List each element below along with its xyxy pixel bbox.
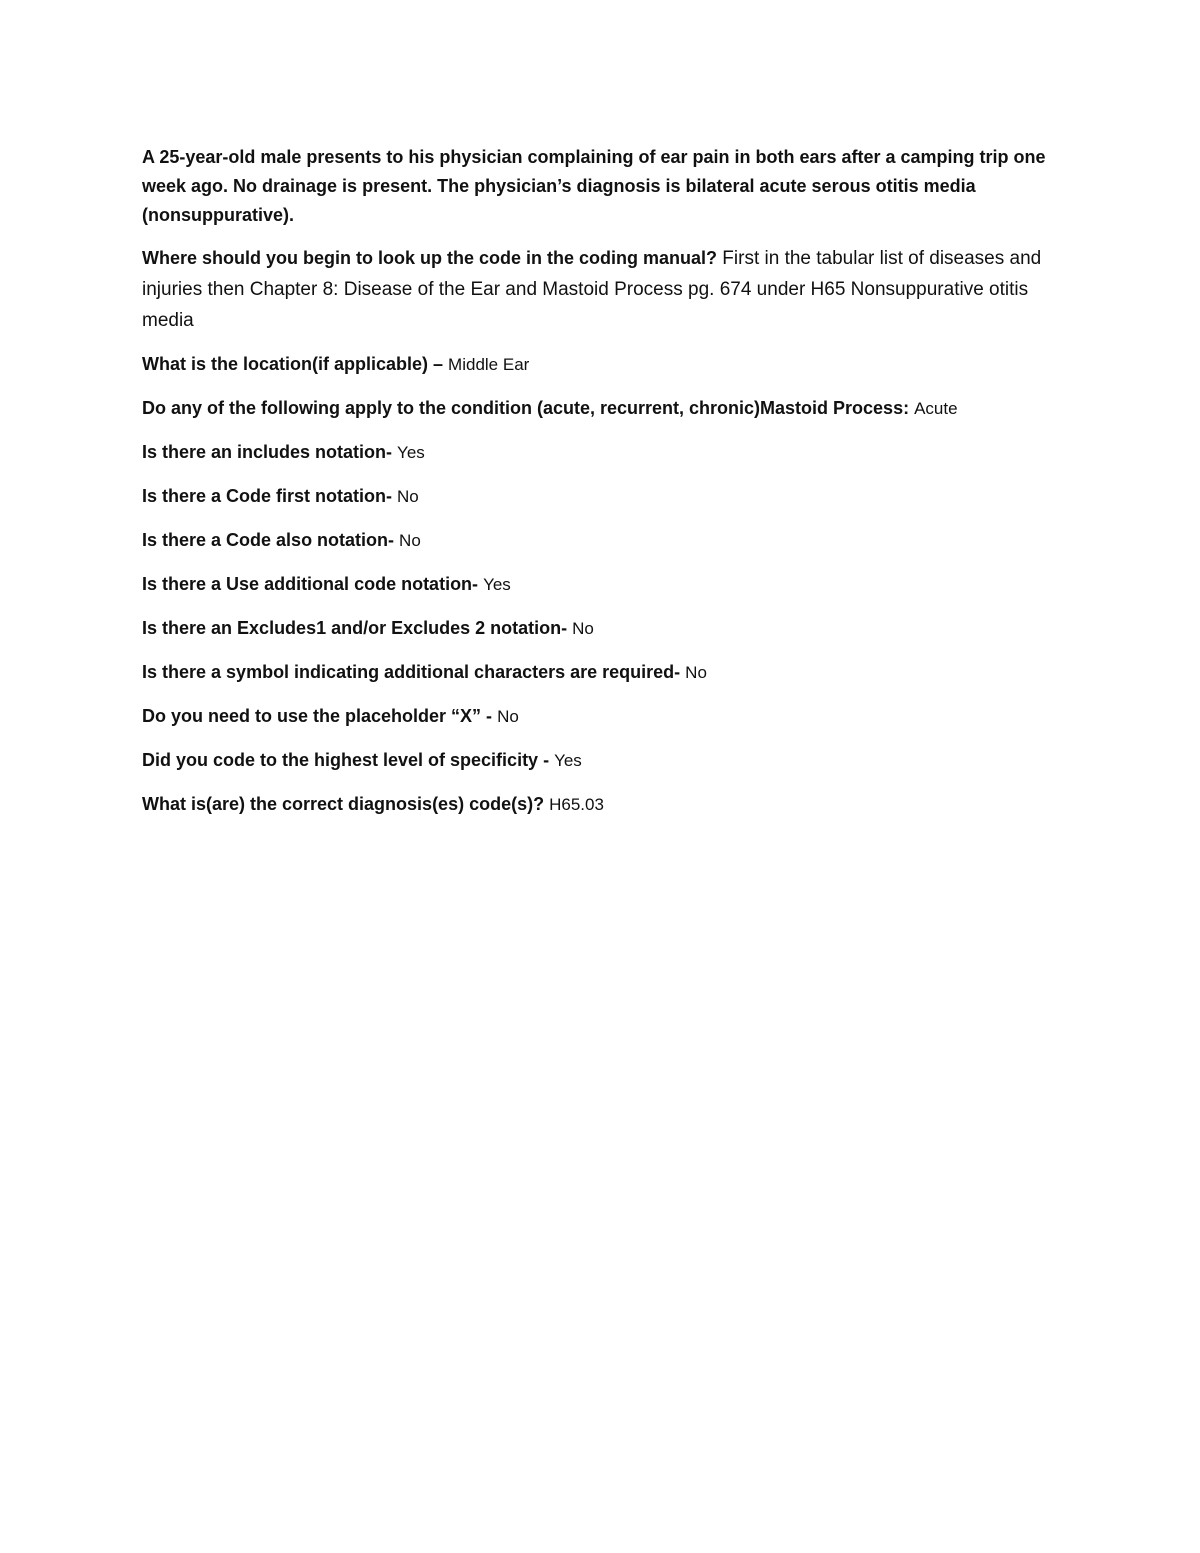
question-text: Is there an Excludes1 and/or Excludes 2 notation-: [142, 618, 573, 638]
question-text: Is there an includes notation-: [142, 442, 398, 462]
qa-item-placeholder: [142, 701, 1067, 732]
question-text: Is there a Use additional code notation-: [142, 574, 484, 594]
question-text: Do any of the following apply to the condition (acute, recurrent, chronic)Mastoid Process:: [142, 398, 915, 418]
case-scenario: A 25-year-old male presents to his physician complaining of ear pain in both ears after a camping trip one week ago. No drainage is present. The physician’s diagnosis is bilateral acute serous otitis media (nonsuppurative).: [142, 147, 1046, 225]
answer-text: H65.03: [549, 795, 604, 814]
qa-item-diagnosis-code: [142, 789, 1067, 820]
answer-text: Middle Ear: [448, 355, 530, 374]
answer-text: No: [497, 707, 519, 726]
question-text: Did you code to the highest level of specificity -: [142, 750, 555, 770]
qa-item-includes: [142, 437, 1067, 468]
answer-text: No: [399, 531, 421, 550]
question-text: Do you need to use the placeholder “X” -: [142, 706, 498, 726]
question-text: Where should you begin to look up the code in the coding manual?: [142, 248, 718, 268]
question-text: What is the location(if applicable) –: [142, 354, 449, 374]
question-text: Is there a Code first notation-: [142, 486, 398, 506]
answer-text: Yes: [554, 751, 582, 770]
qa-item-location: [142, 349, 1067, 380]
answer-text: No: [685, 663, 707, 682]
answer-text: Yes: [483, 575, 511, 594]
answer-text: No: [572, 619, 594, 638]
answer-text: Yes: [397, 443, 425, 462]
qa-item-additional-characters: [142, 657, 1067, 688]
qa-item-condition: [142, 393, 1067, 424]
qa-item-use-additional: [142, 569, 1067, 600]
question-text: Is there a symbol indicating additional characters are required-: [142, 662, 686, 682]
document-body: [142, 143, 1067, 833]
answer-text: First in the tabular list of diseases and injuries then Chapter 8: Disease of the Ear and Mastoid Process pg. 674 under H65 Nonsuppurative otitis media: [142, 248, 1042, 331]
qa-item-excludes: [142, 613, 1067, 644]
answer-text: Acute: [914, 399, 958, 418]
qa-item-code-also: [142, 525, 1067, 556]
qa-item-lookup: [142, 243, 1067, 336]
answer-text: No: [397, 487, 419, 506]
question-text: Is there a Code also notation-: [142, 530, 400, 550]
qa-item-specificity: [142, 745, 1067, 776]
question-text: What is(are) the correct diagnosis(es) code(s)?: [142, 794, 550, 814]
qa-item-code-first: [142, 481, 1067, 512]
